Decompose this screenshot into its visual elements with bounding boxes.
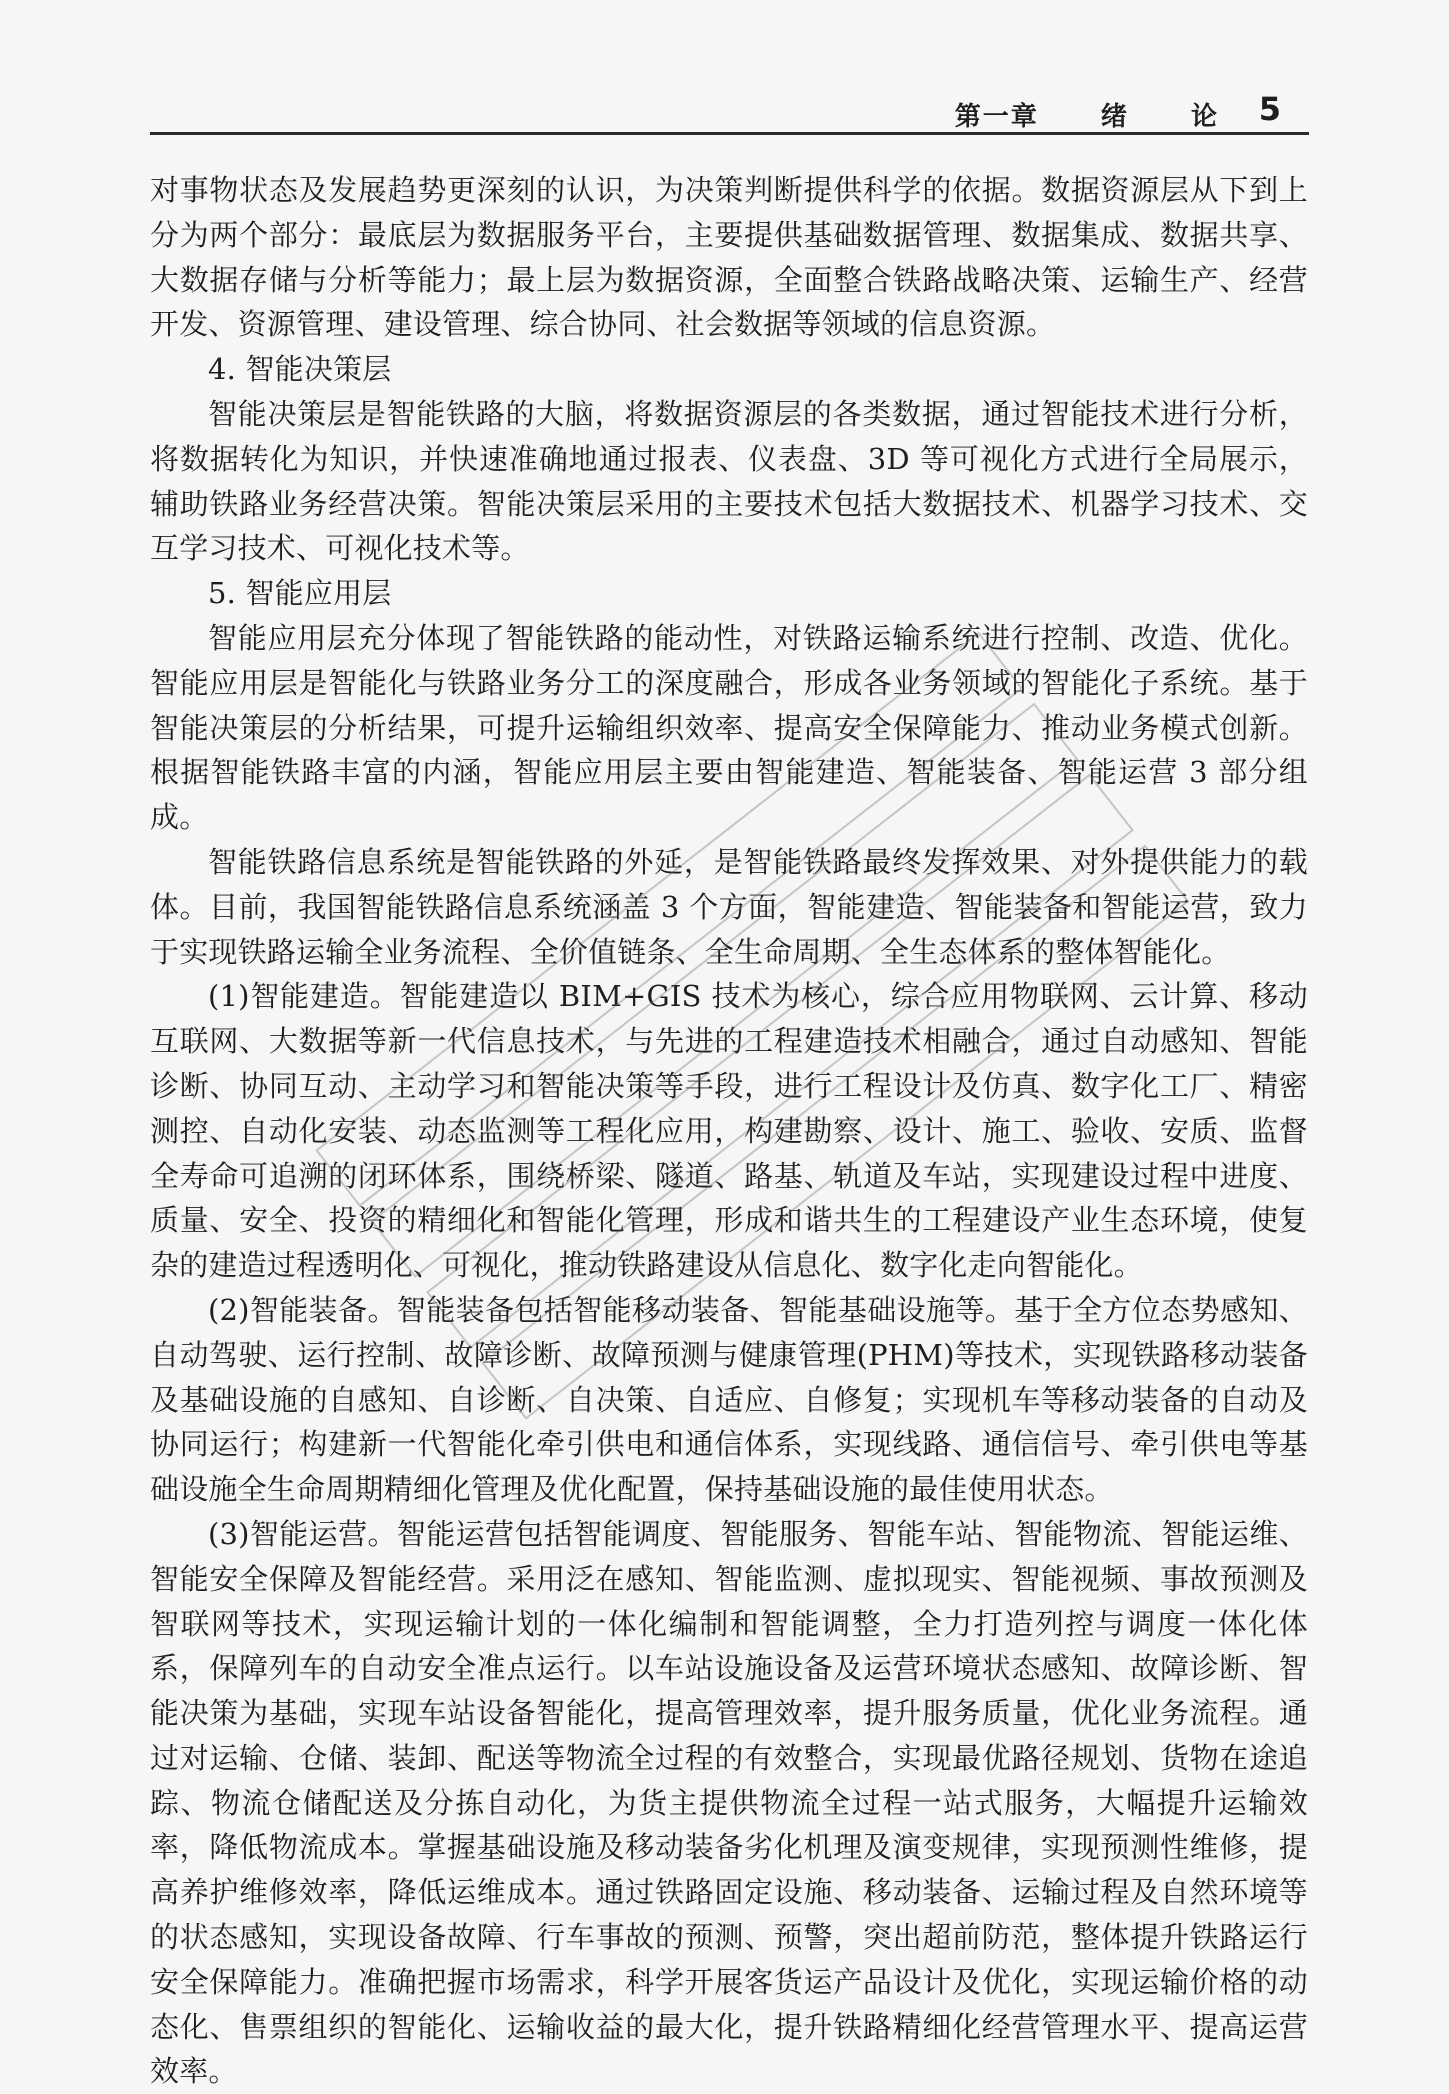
paragraph-smart-operation: (3)智能运营。智能运营包括智能调度、智能服务、智能车站、智能物流、智能运维、智能安全保障及智能经营。采用泛在感知、智能监测、虚拟现实、智能视频、事故预测及智联网等技术，实现运输计划的一体化编制和智能调整，全力打造列控与调度一体化体系，保障列车的自动安全准点运行。以车站设施设备及运营环境状态感知、故障诊断、智能决策为基础，实现车站设备智能化，提高管理效率，提升服务质量，优化业务流程。通过对运输、仓储、装卸、配送等物流全过程的有效整合，实现最优路径规划、货物在途追踪、物流仓储配送及分拣自动化，为货主提供物流全过程一站式服务，大幅提升运输效率，降低物流成本。掌握基础设施及移动装备劣化机理及演变规律，实现预测性维修，提高养护维修效率，降低运维成本。通过铁路固定设施、移动装备、运输过程及自然环境等的状态感知，实现设备故障、行车事故的预测、预警，突出超前防范，整体提升铁路运行安全保障能力。准确把握市场需求，科学开展客货运产品设计及优化，实现运输价格的动态化、售票组织的智能化、运输收益的最大化，提升铁路精细化经营管理水平、提高运营效率。 [150, 1516, 1308, 2089]
paragraph-smart-equipment: (2)智能装备。智能装备包括智能移动装备、智能基础设施等。基于全方位态势感知、自动驾驶、运行控制、故障诊断、故障预测与健康管理(PHM)等技术，实现铁路移动装备及基础设施的自感知、自诊断、自决策、自适应、自修复；实现机车等移动装备的自动及协同运行；构建新一代智能化牵引供电和通信体系，实现线路、通信信号、牵引供电等基础设施全生命周期精细化管理及优化配置，保持基础设施的最佳使用状态。 [150, 1292, 1308, 1507]
chapter-label: 第一章 [954, 102, 1039, 132]
body-text [150, 168, 1308, 2094]
page-number: 5 [1258, 90, 1281, 128]
paragraph-smart-construction: (1)智能建造。智能建造以 BIM+GIS 技术为核心，综合应用物联网、云计算、移动互联网、大数据等新一代信息技术，与先进的工程建造技术相融合，通过自动感知、智能诊断、协同互动、主动学习和智能决策等手段，进行工程设计及仿真、数字化工厂、精密测控、自动化安装、动态监测等工程化应用，构建勘察、设计、施工、验收、安质、监督全寿命可追溯的闭环体系，围绕桥梁、隧道、路基、轨道及车站，实现建设过程中进度、质量、安全、投资的精细化和智能化管理，形成和谐共生的工程建设产业生态环境，使复杂的建造过程透明化、可视化，推动铁路建设从信息化、数字化走向智能化。 [150, 979, 1308, 1283]
paragraph-application-layer: 智能应用层充分体现了智能铁路的能动性，对铁路运输系统进行控制、改造、优化。智能应用层是智能化与铁路业务分工的深度融合，形成各业务领域的智能化子系统。基于智能决策层的分析结果，可提升运输组织效率、提高安全保障能力、推动业务模式创新。根据智能铁路丰富的内涵，智能应用层主要由智能建造、智能装备、智能运营 3 部分组成。 [150, 620, 1308, 835]
running-header [150, 90, 1309, 135]
paragraph-continuation: 对事物状态及发展趋势更深刻的认识，为决策判断提供科学的依据。数据资源层从下到上分为两个部分：最底层为数据服务平台，主要提供基础数据管理、数据集成、数据共享、大数据存储与分析等能力；最上层为数据资源，全面整合铁路战略决策、运输生产、经营开发、资源管理、建设管理、综合协同、社会数据等领域的信息资源。 [150, 173, 1308, 342]
chapter-title-part-1: 绪 [1100, 102, 1129, 132]
chapter-heading [955, 96, 1219, 133]
chapter-title-part-2: 论 [1190, 102, 1219, 132]
paragraph-decision-layer: 智能决策层是智能铁路的大脑，将数据资源层的各类数据，通过智能技术进行分析，将数据转化为知识，并快速准确地通过报表、仪表盘、3D 等可视化方式进行全局展示，辅助铁路业务经营决策。智能决策层采用的主要技术包括大数据技术、机器学习技术、交互学习技术、可视化技术等。 [150, 396, 1308, 566]
section-heading-decision-layer: 4. 智能决策层 [208, 352, 392, 387]
section-heading-application-layer: 5. 智能应用层 [208, 576, 392, 611]
paragraph-info-system: 智能铁路信息系统是智能铁路的外延，是智能铁路最终发挥效果、对外提供能力的载体。目前，我国智能铁路信息系统涵盖 3 个方面，智能建造、智能装备和智能运营，致力于实现铁路运输全业务流程、全价值链条、全生命周期、全生态体系的整体智能化。 [150, 844, 1308, 969]
